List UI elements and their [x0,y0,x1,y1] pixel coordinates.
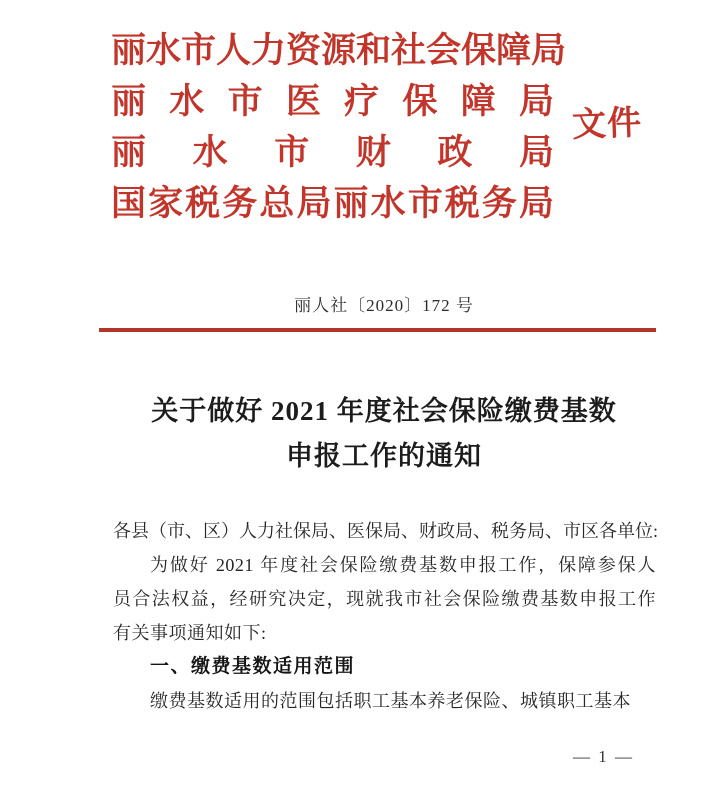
letterhead-agency-line-1: 丽水市人力资源和社会保障局 [111,31,567,70]
letterhead-agency-line-2: 丽水市医疗保障局 [111,82,554,121]
body-line: 为做好 2021 年度社会保险缴费基数申报工作，保障参保人 [150,555,656,575]
red-divider-rule [99,328,656,332]
letterhead [111,25,567,229]
letterhead-agency-line-3: 丽水市财政局 [111,133,554,172]
doc-number: 丽人社〔2020〕172 号 [294,296,474,315]
letterhead-agency-line-4: 国家税务总局丽水市税务局 [111,184,554,223]
body-section-heading: 一、缴费基数适用范围 [150,656,356,677]
document-body [113,514,656,718]
page-number: — 1 — [573,747,634,766]
document-title [93,389,675,479]
body-line: 缴费基数适用的范围包括职工基本养老保险、城镇职工基本 [150,691,631,711]
document-title-line1: 关于做好 2021 年度社会保险缴费基数 [151,396,617,426]
body-line: 员合法权益，经研究决定，现就我市社会保险缴费基数申报工作 [113,589,656,609]
document-title-line2: 申报工作的通知 [286,441,482,471]
doc-type-label: 文件 [571,104,643,145]
body-line: 有关事项通知如下: [113,623,267,643]
body-salutation-line: 各县（市、区）人力社保局、医保局、财政局、税务局、市区各单位: [113,521,658,541]
